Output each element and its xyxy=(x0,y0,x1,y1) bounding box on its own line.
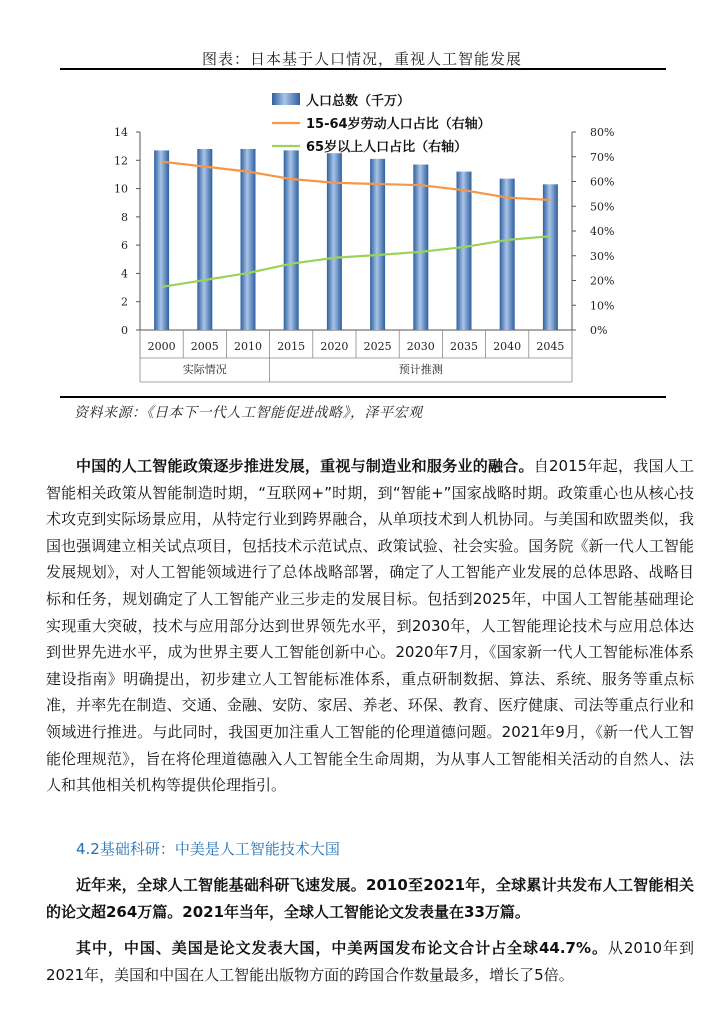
paragraph-research xyxy=(46,872,694,925)
right-tick-label: 60% xyxy=(590,175,615,189)
right-tick-label: 30% xyxy=(590,249,615,263)
x-tick-label: 2025 xyxy=(363,340,392,353)
x-group-label: 预计推测 xyxy=(398,363,443,376)
right-tick-label: 0% xyxy=(590,324,608,337)
population-bar xyxy=(543,184,558,330)
population-bar xyxy=(413,165,428,330)
paragraph-policy-body: 自2015年起，我国人工智能相关政策从智能制造时期，“互联网+”时期，到“智能+”国家战略时期。政策重心也从核心技术攻克到实际场景应用，从特定行业到跨界融合，从单项技术到人机协同。与美国和欧盟类似，我国也强调建立相关试点项目，包括技术示范试点、政策试验、社会实验。国务院《新一代人工智能发展规划》，对人工智能领域进行了总体战略部署，确定了人工智能产业发展的总体思路、战略目标和任务，规划确定了人工智能产业三步走的发展目标。包括到2025年，中国人工智能基础理论实现重大突破，技术与应用部分达到世界领先水平，到2030年，人工智能理论技术与应用总体达到世界先进水平，成为世界主要人工智能创新中心。2020年7月，《国家新一代人工智能标准体系建设指南》明确提出，初步建立人工智能标准体系，重点研制数据、算法、系统、服务等重点标准，并率先在制造、交通、金融、安防、家居、养老、环保、教育、医疗健康、司法等重点行业和领域进行推进。与此同时，我国更加注重人工智能的伦理道德问题。2021年9月，《新一代人工智能伦理规范》，旨在将伦理道德融入人工智能全生命周期，为从事人工智能相关活动的自然人、法人和其他相关机构等提供伦理指引。 xyxy=(46,457,694,795)
right-tick-label: 70% xyxy=(590,150,615,164)
paragraph-papers-body: 从2010年到2021年，美国和中国在人工智能出版物方面的跨国合作数量最多，增长了5倍。 xyxy=(46,939,694,984)
x-tick-label: 2045 xyxy=(536,340,565,353)
x-tick-label: 2010 xyxy=(234,340,262,353)
left-tick-label: 2 xyxy=(121,295,128,309)
source-note: 资料来源：《日本下一代人工智能促进战略》，泽平宏观 xyxy=(74,405,423,421)
source-rule xyxy=(60,396,666,398)
legend-label: 65岁以上人口占比（右轴） xyxy=(306,140,468,155)
population-bar xyxy=(457,172,472,330)
legend-label: 15-64岁劳动人口占比（右轴） xyxy=(306,117,491,132)
left-tick-label: 12 xyxy=(114,154,128,168)
right-tick-label: 20% xyxy=(590,274,615,288)
x-tick-label: 2040 xyxy=(493,340,522,353)
x-group-label: 实际情况 xyxy=(182,363,227,376)
population-chart xyxy=(60,72,666,394)
right-tick-label: 50% xyxy=(590,200,615,214)
paragraph-policy-lead: 中国的人工智能政策逐步推进发展，重视与制造业和服务业的融合。 xyxy=(76,457,534,475)
x-tick-label: 2030 xyxy=(406,340,435,353)
right-tick-label: 40% xyxy=(590,225,615,238)
elderly-share-line xyxy=(162,236,551,287)
paragraph-papers xyxy=(46,935,694,988)
left-tick-label: 8 xyxy=(121,210,128,224)
population-bar xyxy=(327,153,342,330)
population-bar xyxy=(500,179,515,330)
x-tick-label: 2005 xyxy=(190,340,219,353)
left-tick-label: 0 xyxy=(121,324,128,337)
x-tick-label: 2020 xyxy=(320,340,349,353)
x-tick-label: 2015 xyxy=(277,340,306,353)
paragraph-policy xyxy=(46,453,694,799)
caption-rule xyxy=(60,68,666,70)
x-tick-label: 2000 xyxy=(147,340,176,353)
paragraph-research-lead: 近年来，全球人工智能基础科研飞速发展。2010至2021年，全球累计共发布人工智能相关的论文超264万篇。2021年当年，全球人工智能论文发表量在33万篇。 xyxy=(46,876,694,921)
population-bar xyxy=(241,149,256,330)
left-tick-label: 6 xyxy=(121,239,128,253)
section-heading: 4.2基础科研：中美是人工智能技术大国 xyxy=(76,840,340,858)
legend-swatch-bar xyxy=(272,93,300,105)
left-tick-label: 4 xyxy=(121,267,128,281)
chart-caption: 图表：日本基于人口情况，重视人工智能发展 xyxy=(201,50,522,68)
right-tick-label: 10% xyxy=(590,299,615,313)
population-bar xyxy=(197,149,212,330)
population-bar xyxy=(154,150,169,330)
x-tick-label: 2035 xyxy=(450,340,478,353)
legend-label: 人口总数（千万） xyxy=(306,94,411,109)
left-tick-label: 10 xyxy=(114,182,128,196)
labor-share-line xyxy=(162,162,551,200)
left-tick-label: 14 xyxy=(114,126,128,139)
right-tick-label: 80% xyxy=(590,126,615,139)
paragraph-papers-lead: 其中，中国、美国是论文发表大国，中美两国发布论文合计占全球44.7%。 xyxy=(76,939,608,957)
